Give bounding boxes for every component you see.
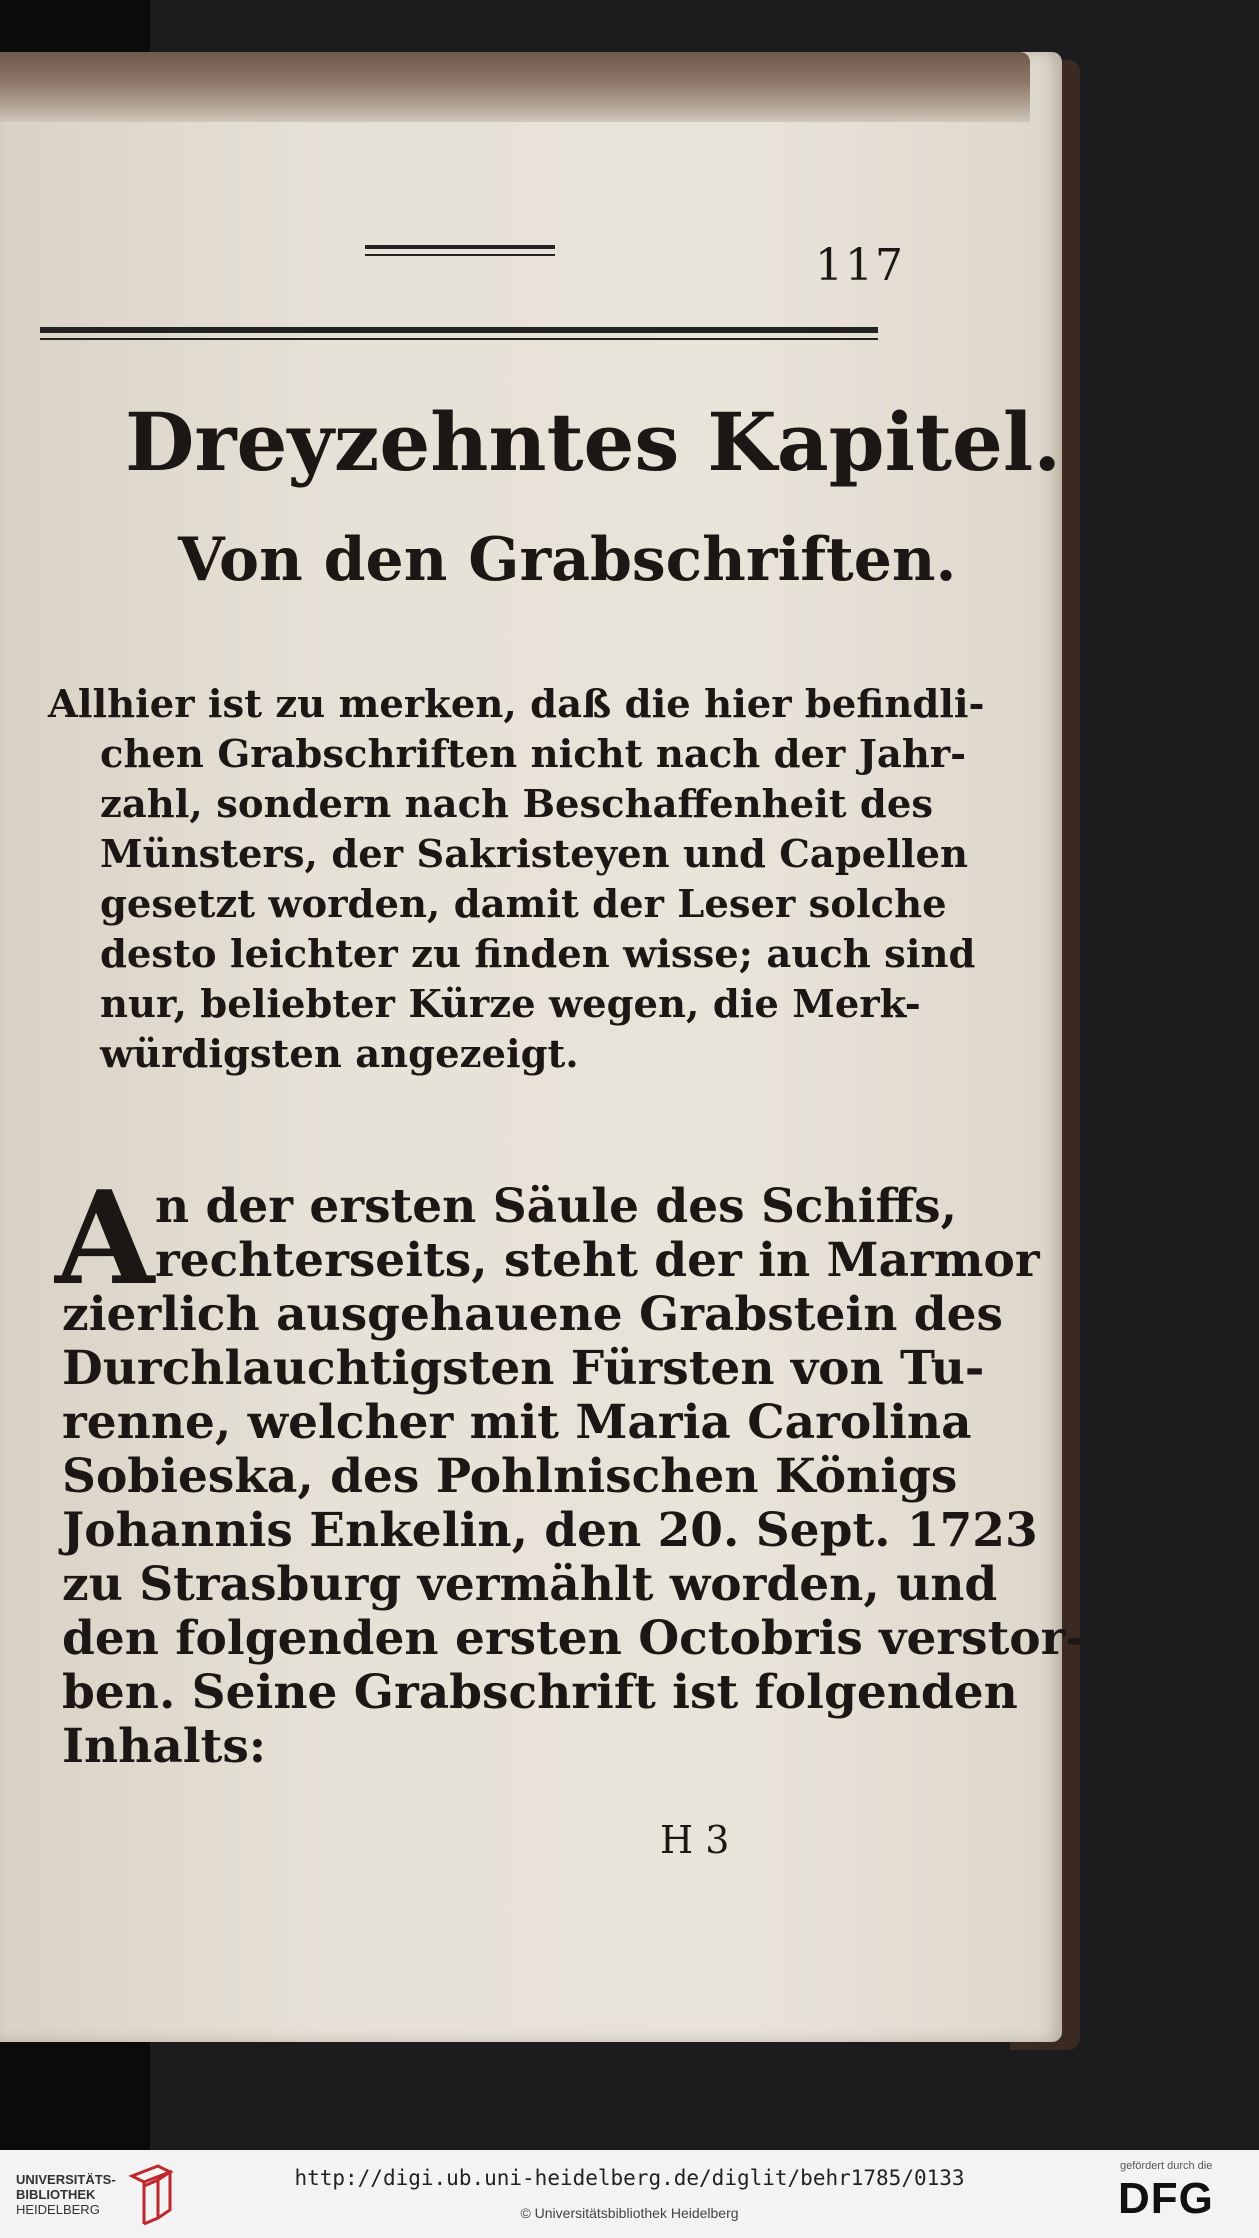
intro-line: würdigsten angezeigt. xyxy=(100,1032,579,1077)
body-line: ben. Seine Grabschrift ist folgenden xyxy=(62,1665,1018,1720)
chapter-title: Dreyzehntes Kapitel. xyxy=(125,395,1062,489)
header-rule-thin xyxy=(40,338,878,340)
permalink-url[interactable]: http://digi.ub.uni-heidelberg.de/diglit/behr1785/0133 xyxy=(294,2166,965,2190)
header-ornament-rule-thin xyxy=(365,254,555,256)
dfg-logo[interactable]: DFG xyxy=(1118,2174,1214,2223)
intro-line: nur, beliebter Kürze wegen, die Merk- xyxy=(100,982,921,1027)
intro-line: desto leichter zu finden wisse; auch sind xyxy=(100,932,976,977)
footer-bar xyxy=(0,2150,1259,2238)
logo-line: BIBLIOTHEK xyxy=(16,2187,96,2202)
body-line: zu Strasburg vermählt worden, und xyxy=(62,1557,998,1612)
copyright-notice: © Universitätsbibliothek Heidelberg xyxy=(520,2205,739,2221)
body-line: rechterseits, steht der in Marmor xyxy=(155,1233,1040,1288)
intro-line: zahl, sondern nach Beschaffenheit des xyxy=(100,782,934,827)
body-line: Sobieska, des Pohlnischen Königs xyxy=(62,1449,958,1504)
intro-line: chen Grabschriften nicht nach der Jahr- xyxy=(100,732,967,777)
page-top-edge xyxy=(0,52,1030,122)
header-ornament-rule xyxy=(365,245,555,249)
intro-line: gesetzt worden, damit der Leser solche xyxy=(100,882,947,927)
logo-line: UNIVERSITÄTS- xyxy=(16,2172,116,2187)
chapter-subtitle: Von den Grabschriften. xyxy=(178,525,957,595)
body-line: zierlich ausgehauene Grabstein des xyxy=(62,1287,1003,1342)
body-line: den folgenden ersten Octobris verstor- xyxy=(62,1611,1085,1666)
body-line: n der ersten Säule des Schiffs, xyxy=(155,1179,957,1234)
page-number: 117 xyxy=(815,240,905,291)
header-rule xyxy=(40,327,878,333)
signature-mark: H 3 xyxy=(660,1818,730,1862)
intro-line: Münsters, der Sakristeyen und Capellen xyxy=(100,832,969,877)
body-line: renne, welcher mit Maria Carolina xyxy=(62,1395,972,1450)
body-line: Inhalts: xyxy=(62,1719,267,1774)
body-line: Johannis Enkelin, den 20. Sept. 1723 xyxy=(62,1503,1038,1558)
intro-line: Allhier ist zu merken, daß die hier befindli- xyxy=(48,682,985,727)
drop-cap: A xyxy=(55,1164,155,1314)
body-line: Durchlauchtigsten Fürsten von Tu- xyxy=(62,1341,985,1396)
logo-line: HEIDELBERG xyxy=(16,2202,100,2217)
funded-by-label: gefördert durch die xyxy=(1120,2160,1213,2172)
